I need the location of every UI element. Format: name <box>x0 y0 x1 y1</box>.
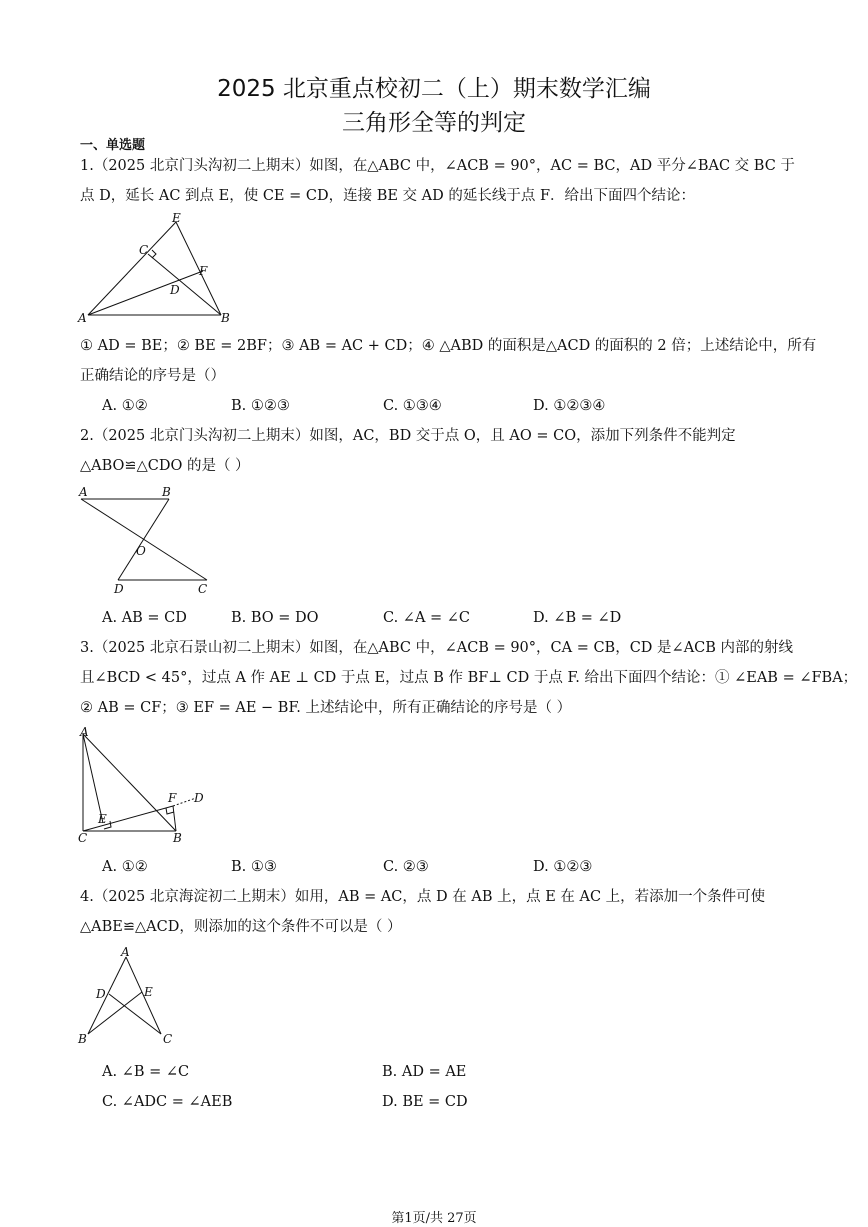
q1-text-line4: 正确结论的序号是（） <box>80 368 225 384</box>
q3-label-C: C <box>78 831 88 845</box>
q1-label-B: B <box>221 311 230 325</box>
q3-seg-AE <box>83 734 103 823</box>
q3-option-d: D. ①②③ <box>533 859 593 875</box>
q4-label-E: E <box>144 985 153 999</box>
q4-text-line2: △ABE≌△ACD，则添加的这个条件不可以是（ ） <box>80 919 402 935</box>
q3-seg-BF <box>173 806 176 831</box>
q1-label-F: F <box>199 264 208 278</box>
q2-label-C: C <box>198 582 208 596</box>
q4-label-A: A <box>121 945 130 959</box>
document-subtitle: 三角形全等的判定 <box>342 110 526 136</box>
q4-label-D: D <box>96 987 106 1001</box>
q1-label-E: E <box>172 211 181 225</box>
q4-figure <box>76 944 186 1048</box>
q2-text-line1: 2.（2025 北京门头沟初二上期末）如图，AC，BD 交于点 O，且 AO = CO，添加下列条件不能判定 <box>80 428 736 444</box>
q2-seg-BD <box>118 499 169 580</box>
q1-option-a: A. ①② <box>102 398 148 414</box>
q3-label-D: D <box>194 791 204 805</box>
q3-label-E: E <box>98 812 107 826</box>
q3-right-angle-f <box>166 808 174 814</box>
q2-label-O: O <box>136 544 146 558</box>
q4-option-a: A. ∠B = ∠C <box>102 1064 190 1080</box>
q1-option-d: D. ①②③④ <box>533 398 606 414</box>
q1-option-b: B. ①②③ <box>231 398 290 414</box>
q1-text-line2: 点 D，延长 AC 到点 E，使 CE = CD，连接 BE 交 AD 的延长线于点 F．给出下面四个结论： <box>80 188 696 204</box>
q1-seg-CB <box>148 254 221 315</box>
q3-text-line1: 3.（2025 北京石景山初二上期末）如图，在△ABC 中，∠ACB = 90°，CA = CB，CD 是∠ACB 内部的射线 <box>80 640 794 656</box>
q2-figure <box>76 484 216 596</box>
q1-seg-AE <box>88 222 176 315</box>
q2-label-A: A <box>79 485 88 499</box>
q1-figure <box>78 212 228 324</box>
q3-seg-FD <box>173 798 196 806</box>
q3-seg-CF <box>83 806 173 831</box>
q4-label-B: B <box>78 1032 87 1046</box>
q1-seg-AF <box>88 271 203 315</box>
q3-text-line3: ② AB = CF；③ EF = AE − BF. 上述结论中，所有正确结论的序号是（ ） <box>80 700 572 716</box>
q4-option-c: C. ∠ADC = ∠AEB <box>102 1094 233 1110</box>
q1-text-line3: ① AD = BE；② BE = 2BF；③ AB = AC + CD；④ △ABD 的面积是△ACD 的面积的 2 倍；上述结论中，所有 <box>80 338 817 354</box>
q3-option-b: B. ①③ <box>231 859 277 875</box>
q4-seg-DC <box>109 994 161 1034</box>
q3-text-line2: 且∠BCD < 45°，过点 A 作 AE ⊥ CD 于点 E，过点 B 作 BF⊥ CD 于点 F. 给出下面四个结论：① ∠EAB = ∠FBA； <box>80 670 858 686</box>
q1-label-D: D <box>170 283 180 297</box>
q4-option-b: B. AD = AE <box>382 1064 467 1080</box>
q3-option-c: C. ②③ <box>383 859 429 875</box>
q2-option-d: D. ∠B = ∠D <box>533 610 622 626</box>
q3-seg-AB <box>83 734 176 831</box>
document-title: 2025 北京重点校初二（上）期末数学汇编 <box>217 76 651 102</box>
q2-option-a: A. AB = CD <box>102 610 187 626</box>
q2-label-B: B <box>162 485 171 499</box>
q3-label-F: F <box>168 791 177 805</box>
q3-option-a: A. ①② <box>102 859 148 875</box>
q4-option-d: D. BE = CD <box>382 1094 468 1110</box>
page-number: 第1页/共 27页 <box>391 1211 477 1226</box>
q4-text-line1: 4.（2025 北京海淀初二上期末）如用，AB = AC，点 D 在 AB 上，点 E 在 AC 上，若添加一个条件可使 <box>80 889 766 905</box>
q4-label-C: C <box>163 1032 173 1046</box>
q1-label-C: C <box>139 243 149 257</box>
q2-text-line2: △ABO≌△CDO 的是（ ） <box>80 458 250 474</box>
q2-option-b: B. BO = DO <box>231 610 319 626</box>
q3-label-A: A <box>80 725 89 739</box>
q1-option-c: C. ①③④ <box>383 398 442 414</box>
q2-label-D: D <box>114 582 124 596</box>
q2-option-c: C. ∠A = ∠C <box>383 610 471 626</box>
q3-figure <box>76 726 210 846</box>
section-heading: 一、单选题 <box>80 138 146 153</box>
q1-right-angle <box>152 250 156 258</box>
q3-label-B: B <box>173 831 182 845</box>
q1-label-A: A <box>78 311 87 325</box>
q1-text-line1: 1.（2025 北京门头沟初二上期末）如图，在△ABC 中，∠ACB = 90°，AC = BC，AD 平分∠BAC 交 BC 于 <box>80 158 795 174</box>
q4-seg-AB <box>88 957 126 1034</box>
